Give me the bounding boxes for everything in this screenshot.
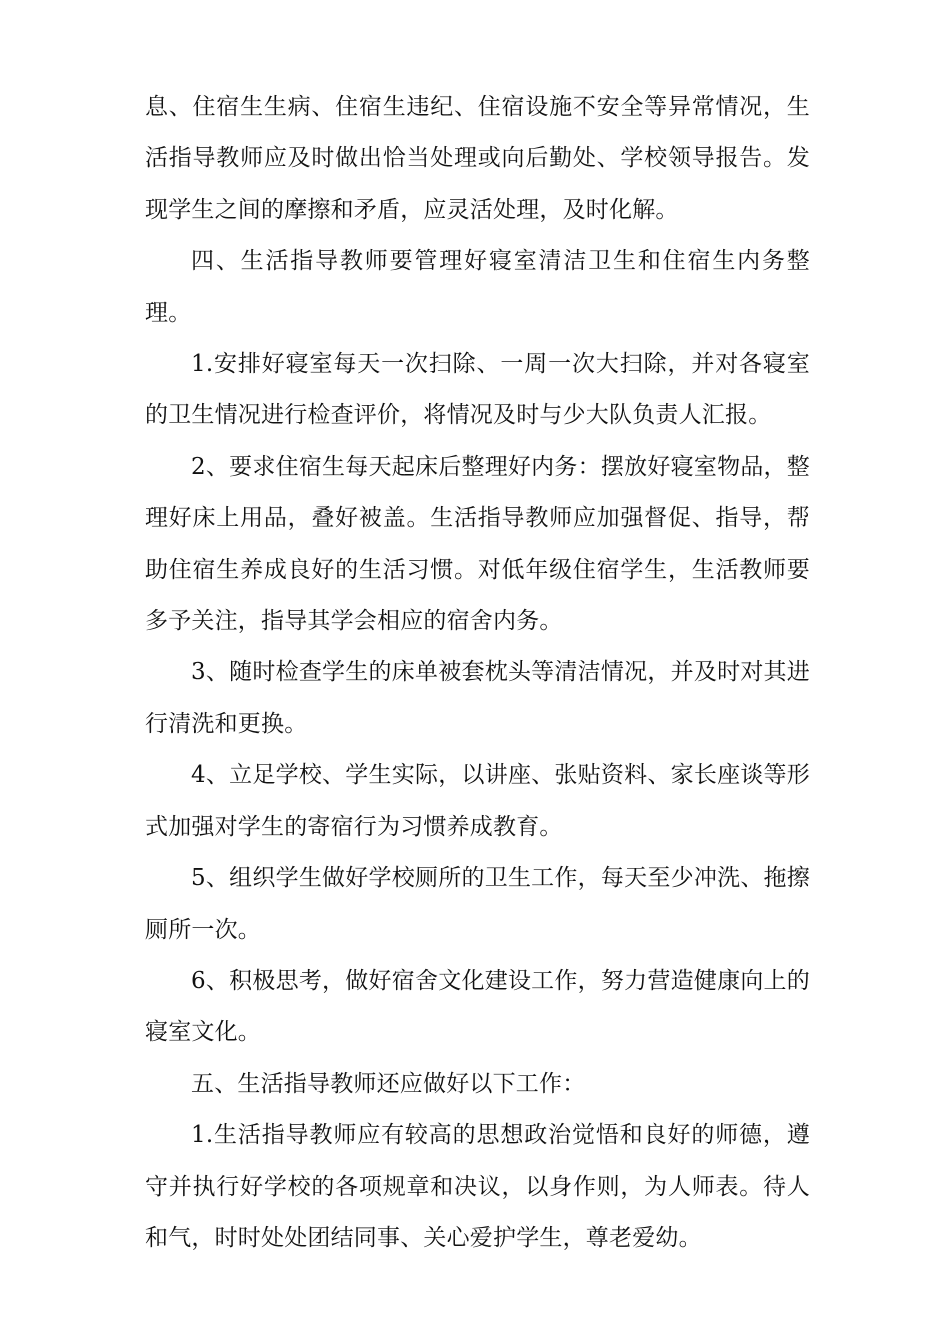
list-item-4-1: 1.安排好寝室每天一次扫除、一周一次大扫除，并对各寝室的卫生情况进行检查评价，将情况及时与少大队负责人汇报。 xyxy=(145,351,810,429)
paragraph-continuation: 息、住宿生生病、住宿生违纪、住宿设施不安全等异常情况，生活指导教师应及时做出恰当处理或向后勤处、学校领导报告。发现学生之间的摩擦和矛盾，应灵活处理，及时化解。 xyxy=(145,94,810,223)
list-item-4-3: 3、随时检查学生的床单被套枕头等清洁情况，并及时对其进行清洗和更换。 xyxy=(145,659,810,737)
list-item-4-6: 6、积极思考，做好宿舍文化建设工作，努力营造健康向上的寝室文化。 xyxy=(145,967,810,1046)
document-body xyxy=(145,82,810,1264)
list-item-4-4: 4、立足学校、学生实际，以讲座、张贴资料、家长座谈等形式加强对学生的寄宿行为习惯养成教育。 xyxy=(145,762,810,840)
list-item-5-1: 1.生活指导教师应有较高的思想政治觉悟和良好的师德，遵守并执行好学校的各项规章和决议，以身作则，为人师表。待人和气，时时处处团结同事、关心爱护学生，尊老爱幼。 xyxy=(145,1122,810,1251)
section-heading-5: 五、生活指导教师还应做好以下工作： xyxy=(191,1070,586,1097)
list-item-4-5: 5、组织学生做好学校厕所的卫生工作，每天至少冲洗、拖擦厕所一次。 xyxy=(145,865,810,943)
section-heading-4: 四、生活指导教师要管理好寝室清洁卫生和住宿生内务整理。 xyxy=(145,248,810,326)
list-item-4-2: 2、要求住宿生每天起床后整理好内务：摆放好寝室物品，整理好床上用品，叠好被盖。生活指导教师应加强督促、指导，帮助住宿生养成良好的生活习惯。对低年级住宿学生，生活教师要多予关注，指导其学会相应的宿舍内务。 xyxy=(145,453,810,635)
